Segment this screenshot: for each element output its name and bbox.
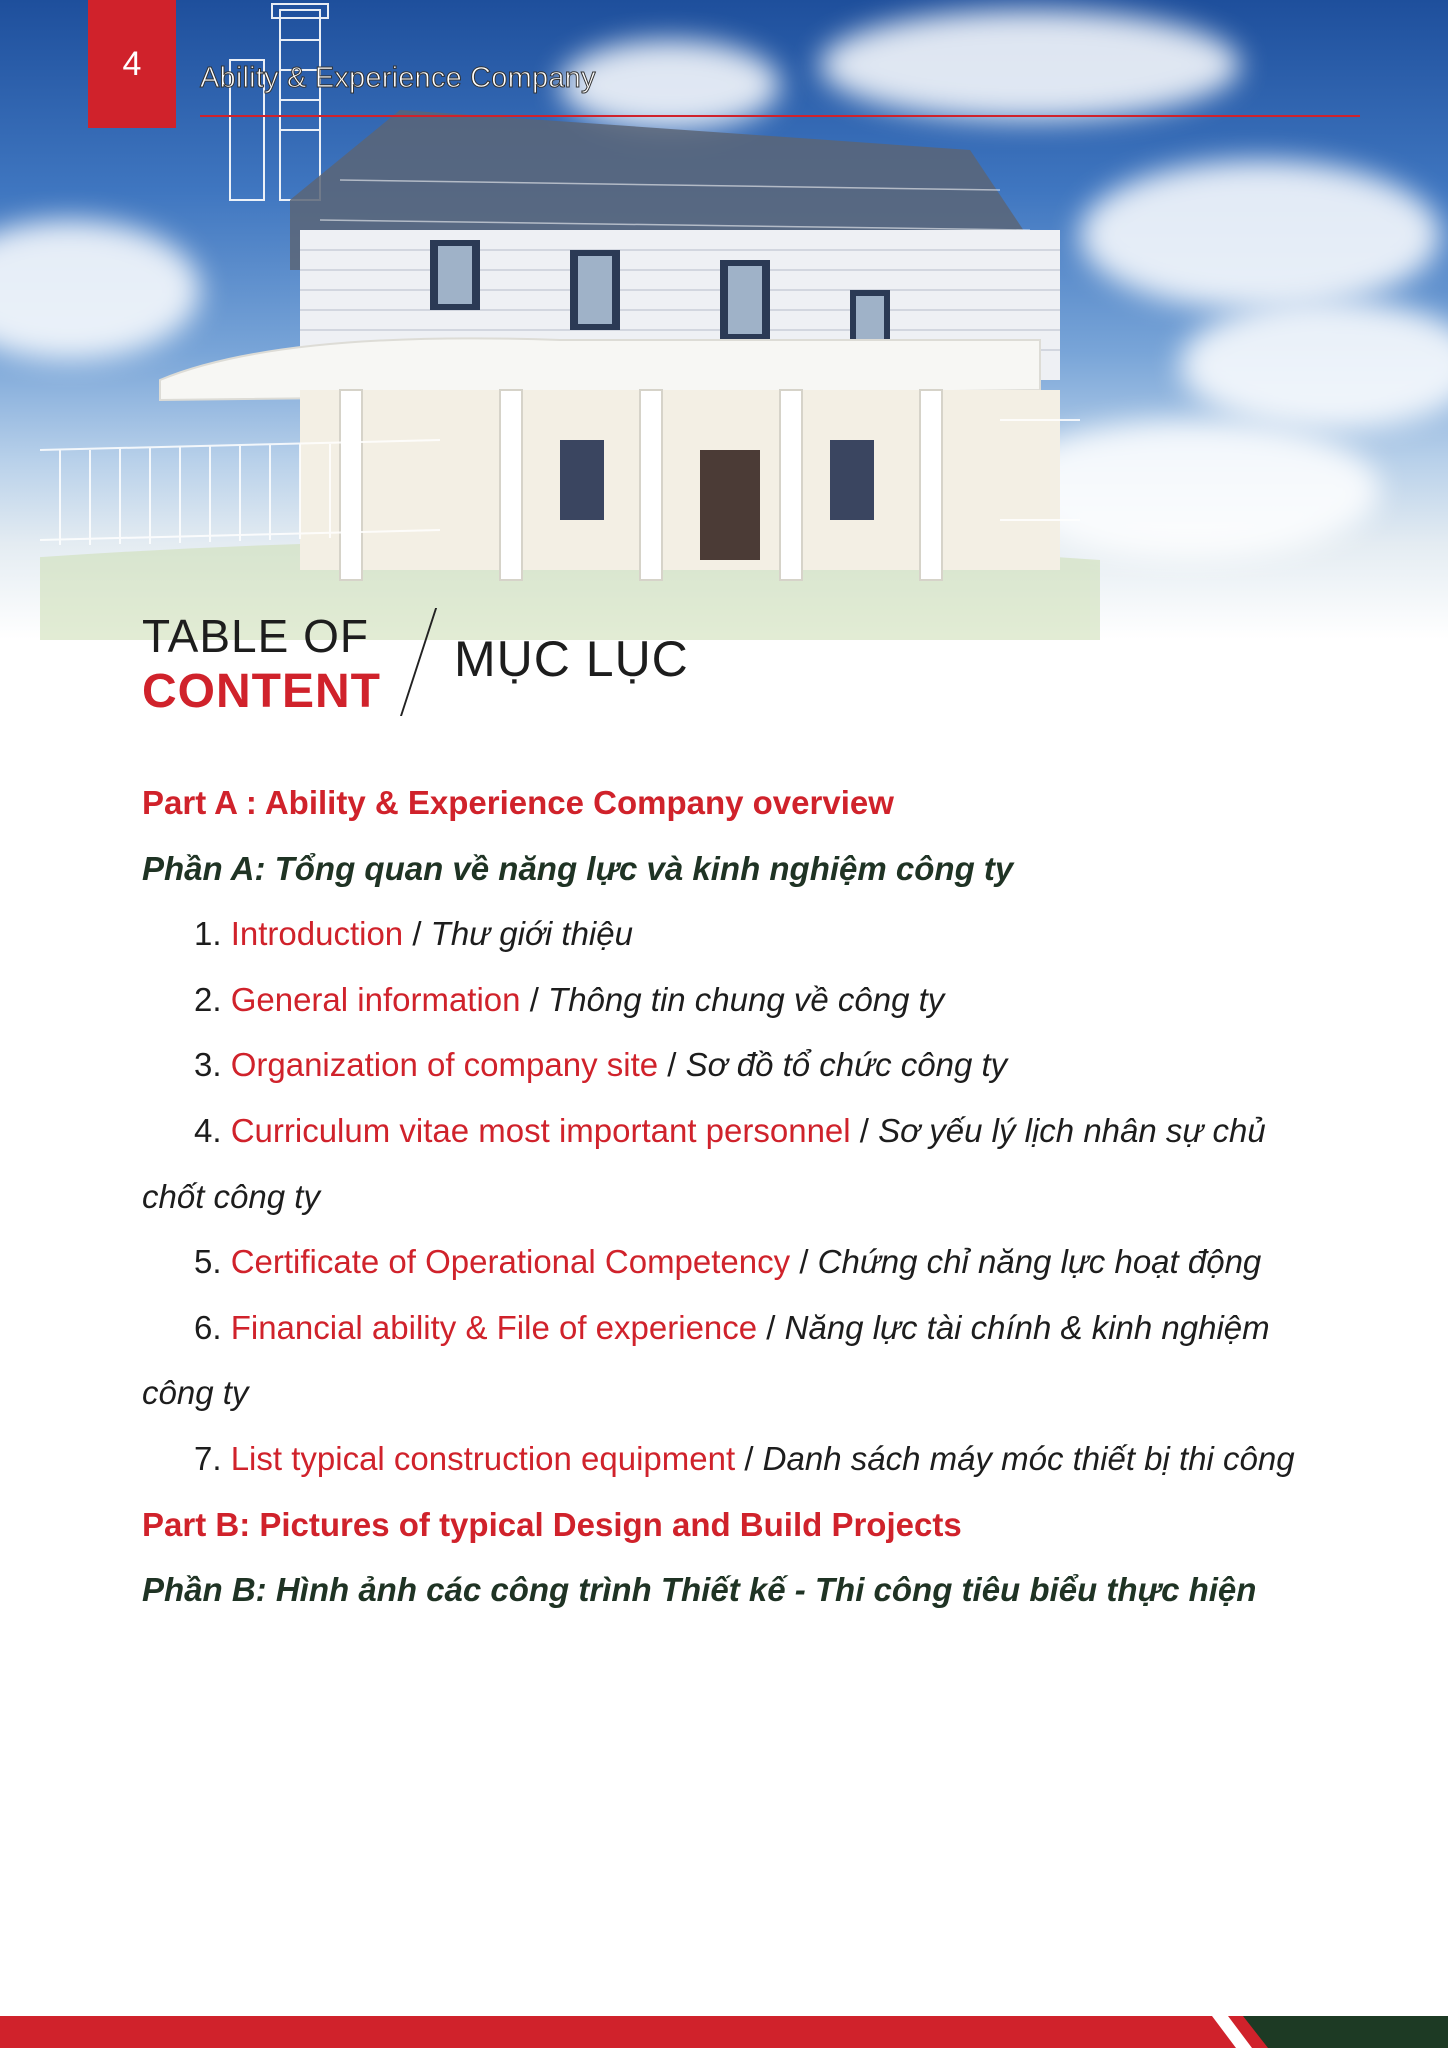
toc-item-vietnamese: Danh sách máy móc thiết bị thi công <box>762 1439 1295 1477</box>
company-header: Ability & Experience Company <box>200 62 596 94</box>
toc-item-separator: / <box>799 1243 809 1281</box>
toc-item-number: 7. <box>194 1439 222 1477</box>
toc-item-separator: / <box>859 1111 869 1149</box>
toc-item-5[interactable] <box>142 1229 1332 1295</box>
toc-item-vietnamese: Chứng chỉ năng lực hoạt động <box>817 1243 1262 1281</box>
toc-item-english[interactable]: Introduction <box>230 915 404 953</box>
page-number: 4 <box>122 44 142 83</box>
toc-item-vietnamese: Thông tin chung về công ty <box>548 980 945 1018</box>
toc-item-english[interactable]: General information <box>230 980 521 1018</box>
toc-item-english[interactable]: List typical construction equipment <box>230 1439 736 1477</box>
toc-item-english[interactable]: Certificate of Operational Competency <box>230 1243 791 1281</box>
toc-item-english[interactable]: Organization of company site <box>230 1046 659 1084</box>
toc-item-1[interactable] <box>142 901 1332 967</box>
toc-item-vietnamese: Năng lực tài chính & kinh nghiệm công ty <box>142 1308 1270 1412</box>
page-number-box <box>88 0 176 128</box>
toc-item-number: 5. <box>194 1243 222 1281</box>
toc-item-english[interactable]: Financial ability & File of experience <box>230 1308 758 1346</box>
toc-item-number: 6. <box>194 1308 222 1346</box>
toc-item-separator: / <box>744 1439 754 1477</box>
toc-item-4[interactable] <box>142 1098 1332 1229</box>
part-a-heading[interactable]: Part A : Ability & Experience Company overview <box>142 784 894 821</box>
toc-item-3[interactable] <box>142 1032 1332 1098</box>
part-b-heading-vietnamese: Phần B: Hình ảnh các công trình Thiết kế - Thi công tiêu biểu thực hiện <box>142 1571 1257 1609</box>
toc-item-english[interactable]: Curriculum vitae most important personnel <box>230 1111 851 1149</box>
toc-item-7[interactable] <box>142 1426 1332 1492</box>
part-a-heading-vietnamese: Phần A: Tổng quan về năng lực và kinh nghiệm công ty <box>142 849 1014 887</box>
toc-item-6[interactable] <box>142 1295 1332 1426</box>
toc-item-number: 2. <box>194 980 222 1018</box>
house-illustration <box>40 0 1100 640</box>
toc-item-separator: / <box>667 1046 677 1084</box>
toc-item-separator: / <box>412 915 422 953</box>
toc-item-vietnamese: Thư giới thiệu <box>430 915 633 953</box>
toc-item-number: 1. <box>194 915 222 953</box>
toc-title-line1: TABLE OF <box>142 610 369 662</box>
part-b-heading[interactable]: Part B: Pictures of typical Design and Build Projects <box>142 1505 962 1543</box>
toc-title-vietnamese: MỤC LỤC <box>454 631 689 687</box>
header-rule <box>200 115 1360 117</box>
hero-house-image <box>0 0 1448 680</box>
toc-title <box>142 608 381 720</box>
toc-list <box>142 770 1332 1623</box>
toc-title-line2: CONTENT <box>142 665 381 718</box>
toc-item-separator: / <box>529 980 539 1018</box>
toc-item-vietnamese: Sơ yếu lý lịch nhân sự chủ chốt công ty <box>142 1111 1266 1215</box>
toc-item-number: 4. <box>194 1111 222 1149</box>
toc-item-2[interactable] <box>142 967 1332 1033</box>
toc-item-number: 3. <box>194 1046 222 1084</box>
toc-item-vietnamese: Sơ đồ tổ chức công ty <box>685 1046 1008 1084</box>
toc-item-separator: / <box>766 1308 776 1346</box>
